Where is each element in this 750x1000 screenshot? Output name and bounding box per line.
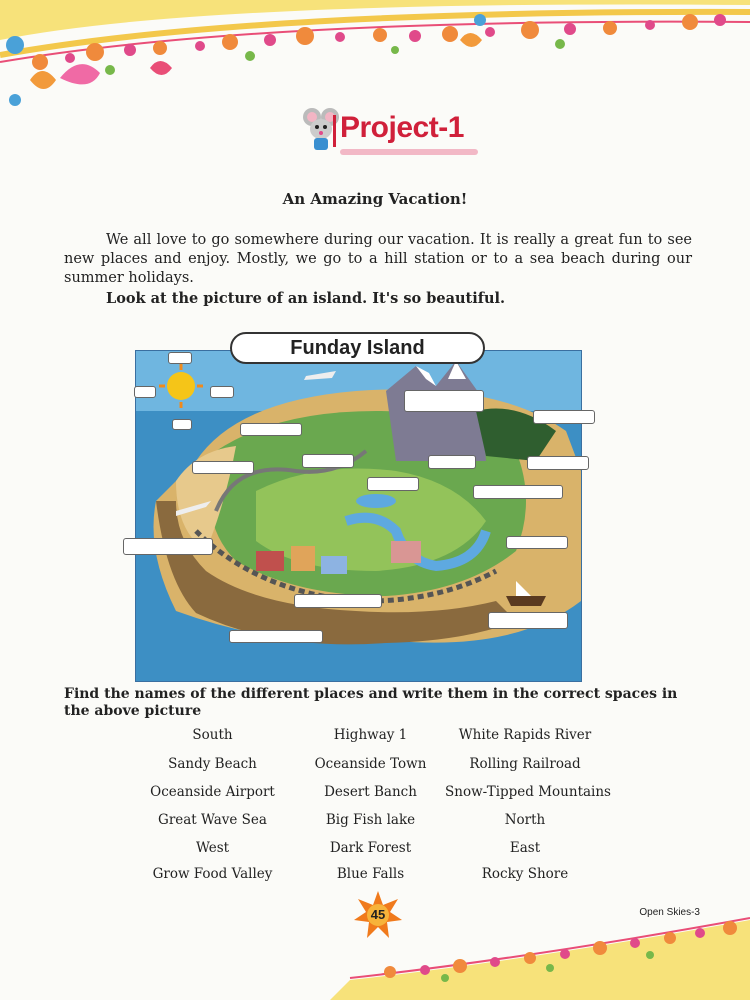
word-bank-item: Big Fish lake <box>325 812 416 828</box>
title-underline <box>340 149 478 155</box>
word-bank-item: Dark Forest <box>329 840 412 856</box>
word-bank-item: North <box>504 812 546 828</box>
mouse-mascot-icon <box>300 105 342 155</box>
answer-blank[interactable] <box>168 352 192 364</box>
word-bank-item: Highway 1 <box>333 727 408 743</box>
answer-blank[interactable] <box>229 630 323 643</box>
answer-blank[interactable] <box>428 455 476 469</box>
answer-blank[interactable] <box>134 386 156 398</box>
section-heading: An Amazing Vacation! <box>282 190 468 208</box>
instructions: Find the names of the different places and write them in the correct spaces in the above picture <box>64 686 678 719</box>
word-bank-item: Grow Food Valley <box>152 866 273 882</box>
island-prompt: Look at the picture of an island. It's so beautiful. <box>106 290 506 307</box>
word-bank-item: East <box>509 840 541 856</box>
word-bank-item: Oceanside Town <box>314 756 427 772</box>
word-bank-item: Rocky Shore <box>481 866 569 882</box>
intro-paragraph: We all love to go somewhere during our vacation. It is really a great fun to see new places and enjoy. Mostly, we go to a hill station or to a sea beach during our summer holidays. <box>64 232 692 286</box>
word-bank-item: White Rapids River <box>458 727 592 743</box>
answer-blank[interactable] <box>473 485 563 499</box>
word-bank-item: West <box>195 840 230 856</box>
project-title <box>300 105 480 155</box>
answer-blank[interactable] <box>294 594 382 608</box>
answer-blank[interactable] <box>488 612 568 629</box>
answer-blank[interactable] <box>367 477 419 491</box>
series-name: Open Skies-3 <box>639 907 700 918</box>
answer-blank[interactable] <box>240 423 302 436</box>
map-title: Funday Island <box>230 332 485 364</box>
answer-blank[interactable] <box>404 390 484 412</box>
floral-border-top <box>0 0 750 115</box>
page-number: 45 <box>370 907 386 922</box>
answer-blank[interactable] <box>210 386 234 398</box>
answer-blank[interactable] <box>302 454 354 468</box>
word-bank-item: Snow-Tipped Mountains <box>445 784 611 800</box>
word-bank-item: Sandy Beach <box>168 756 257 772</box>
answer-blank[interactable] <box>533 410 595 424</box>
page-title: Project-1 <box>340 111 464 144</box>
answer-blank[interactable] <box>172 419 192 430</box>
island-map <box>135 350 582 682</box>
word-bank-item: Great Wave Sea <box>158 812 267 828</box>
word-bank-item: Oceanside Airport <box>150 784 275 800</box>
word-bank-item: South <box>192 727 233 743</box>
island-illustration <box>136 351 581 681</box>
word-bank-item: Rolling Railroad <box>469 756 581 772</box>
word-bank-item: Blue Falls <box>336 866 405 882</box>
answer-blank[interactable] <box>123 538 213 555</box>
answer-blank[interactable] <box>192 461 254 474</box>
answer-blank[interactable] <box>527 456 589 470</box>
word-bank-item: Desert Banch <box>324 784 417 800</box>
answer-blank[interactable] <box>506 536 568 549</box>
